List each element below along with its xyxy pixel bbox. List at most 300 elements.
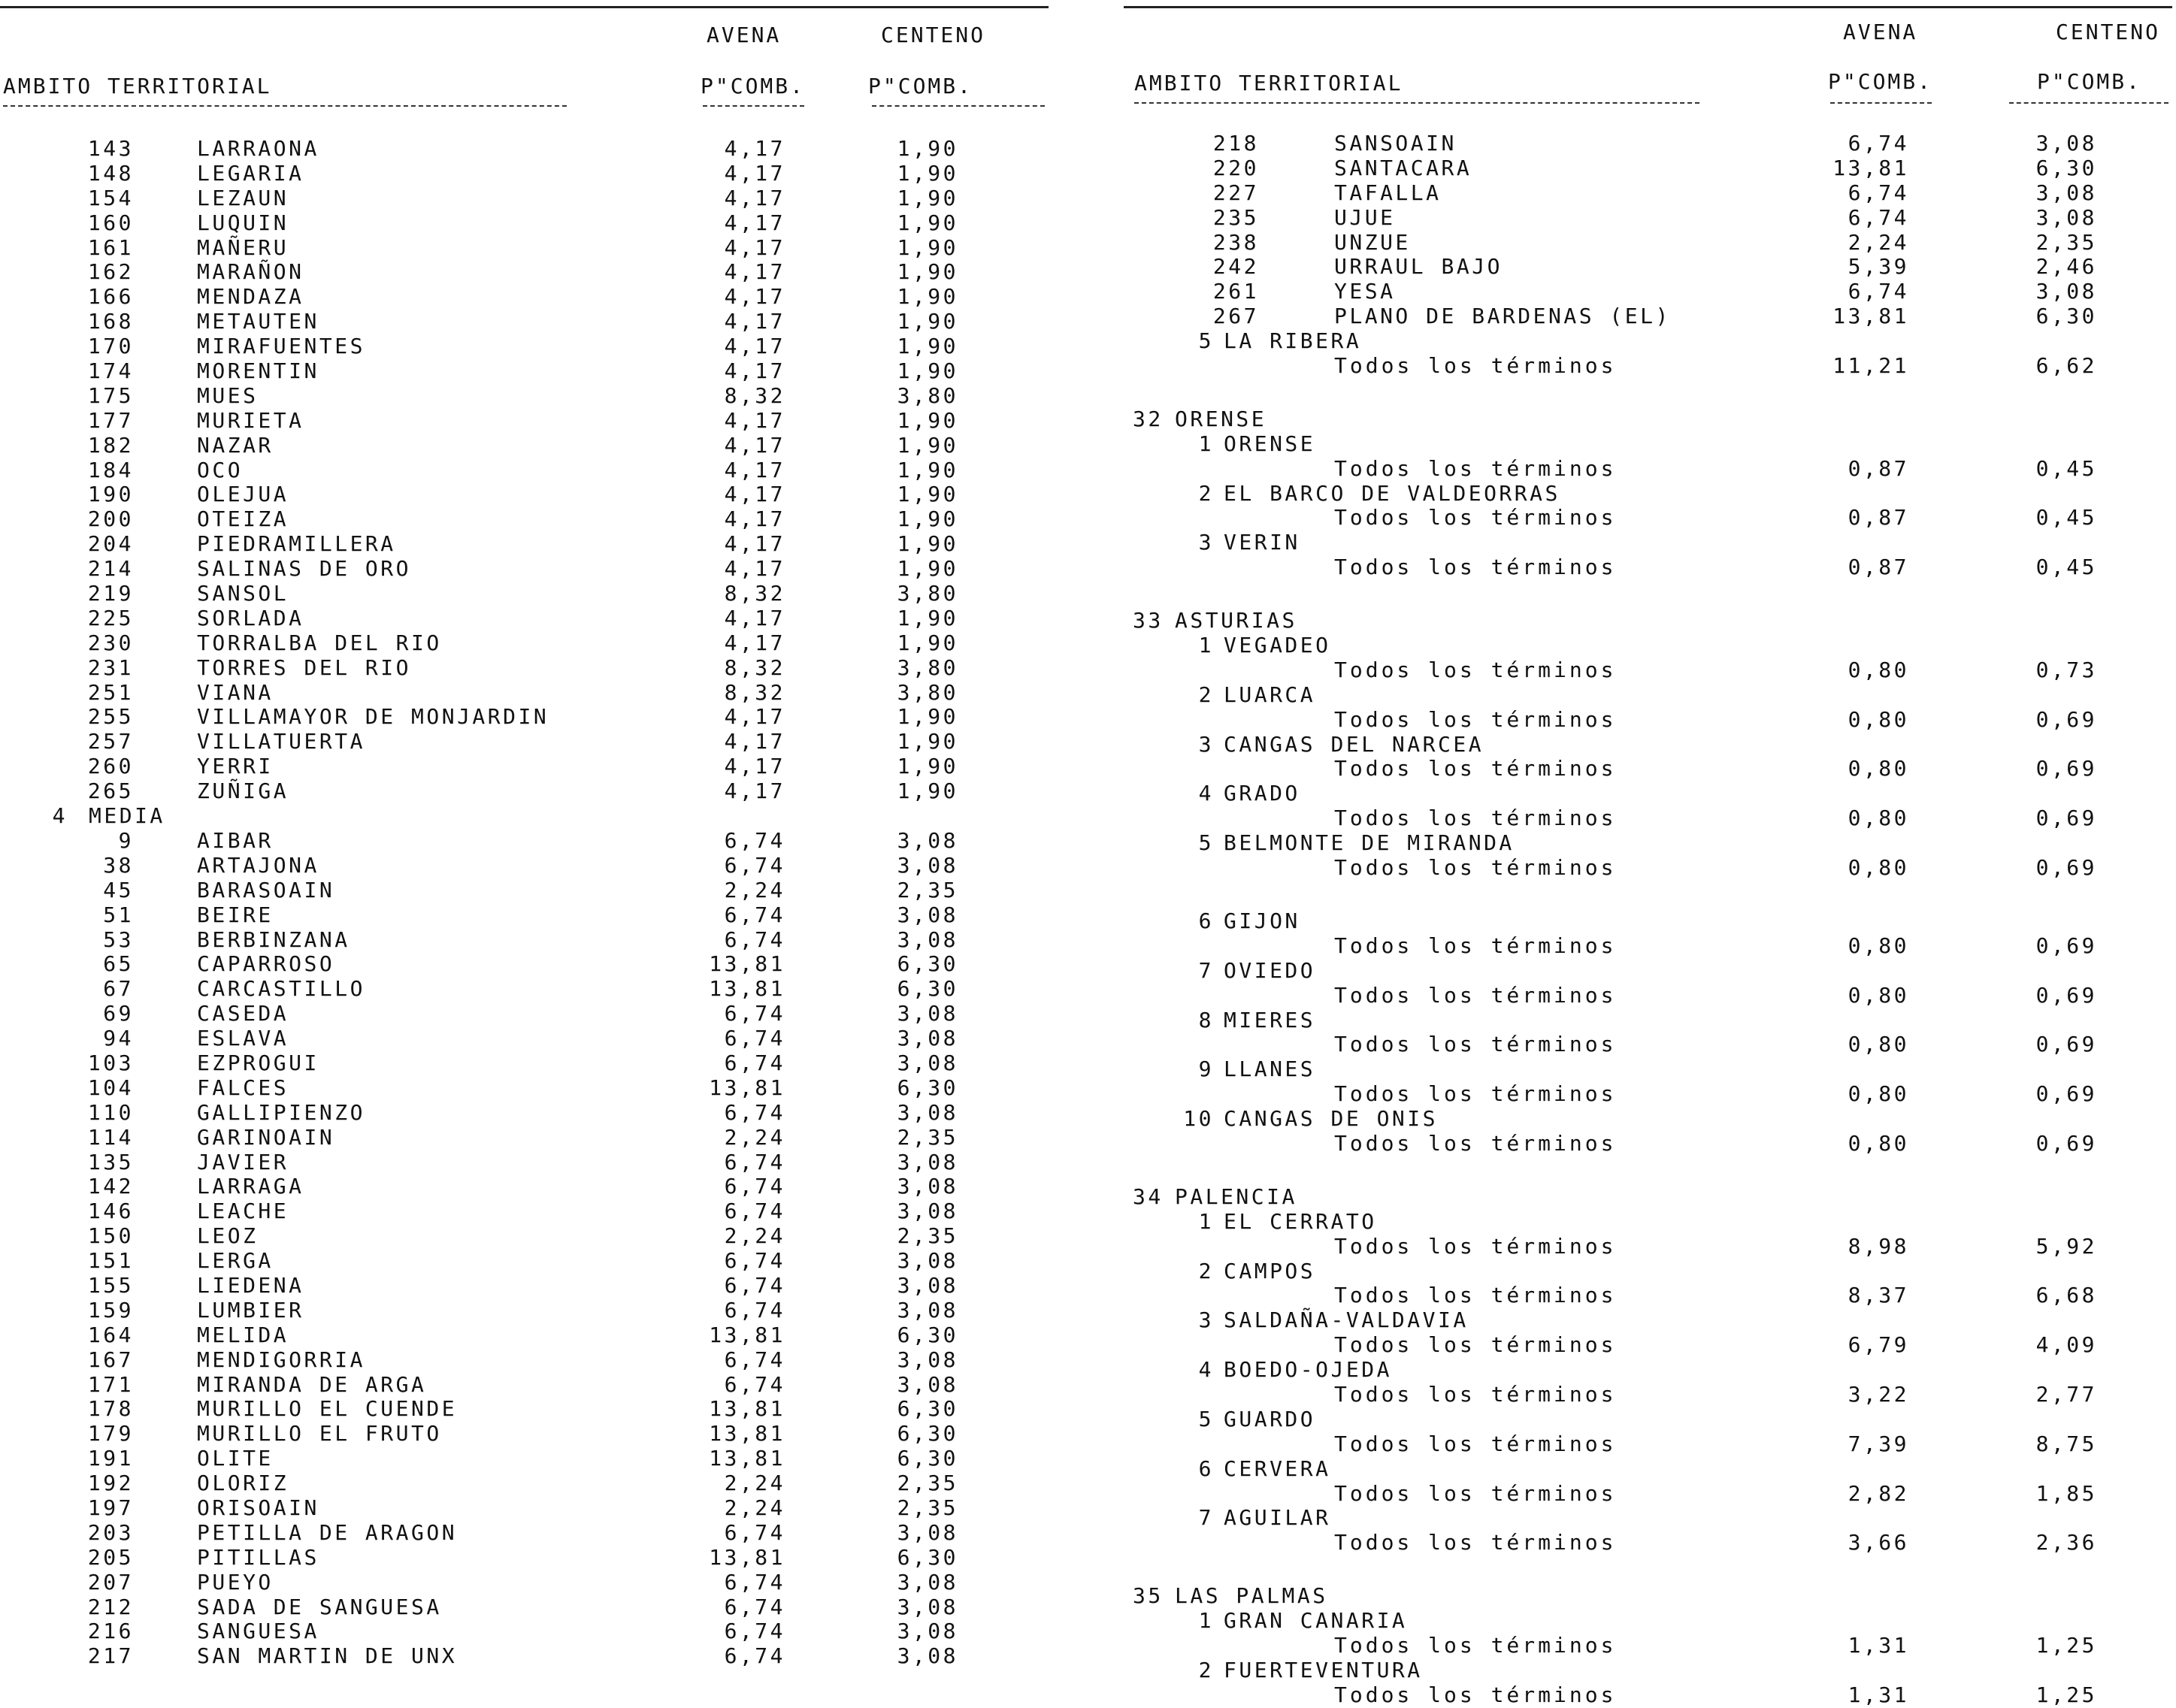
municipality-name: PUEYO — [197, 1569, 274, 1595]
centeno-value: 2,35 — [897, 877, 958, 902]
table-row — [0, 1249, 1049, 1274]
municipality-code: 267 — [1212, 304, 1259, 329]
municipality-name: UJUE — [1334, 204, 1396, 230]
centeno-value: 0,69 — [2035, 982, 2097, 1008]
municipality-code: 255 — [87, 704, 134, 730]
municipality-code: 164 — [87, 1322, 134, 1347]
avena-value: 4,17 — [724, 704, 785, 730]
comarca-number: 1 — [1198, 1608, 1214, 1634]
municipality-name: AIBAR — [197, 827, 274, 853]
table-row — [0, 1126, 1049, 1150]
table-row — [0, 754, 1049, 779]
municipality-code: 231 — [87, 654, 134, 680]
avena-value: 6,74 — [724, 1594, 785, 1619]
municipality-name: SANSOL — [197, 581, 289, 606]
comarca-number: 4 — [1198, 1357, 1214, 1383]
avena-value: 6,74 — [724, 1149, 785, 1174]
table-row — [1124, 329, 2172, 354]
table-row — [0, 458, 1049, 483]
comarca-name: EL CERRATO — [1224, 1208, 1377, 1234]
centeno-value: 0,45 — [2035, 505, 2097, 531]
table-row — [0, 1570, 1049, 1595]
table-row — [0, 409, 1049, 434]
table-row — [1124, 1609, 2172, 1634]
all-terms-label: Todos los términos — [1334, 657, 1617, 682]
centeno-value: 0,69 — [2035, 933, 2097, 958]
table-row — [1124, 1259, 2172, 1284]
municipality-code: 148 — [87, 160, 134, 186]
spacer-row — [1124, 881, 2172, 909]
centeno-value: 3,08 — [897, 1026, 958, 1051]
avena-value: 6,74 — [724, 1297, 785, 1323]
table-row — [1124, 1132, 2172, 1156]
comarca-name: VERIN — [1224, 530, 1300, 555]
municipality-name: CAPARROSO — [197, 951, 335, 977]
municipality-name: SALINAS DE ORO — [197, 556, 412, 582]
avena-value: 13,81 — [709, 1421, 785, 1447]
municipality-code: 235 — [1212, 204, 1259, 230]
municipality-code: 171 — [87, 1371, 134, 1397]
centeno-value: 1,85 — [2035, 1480, 2097, 1506]
avena-value: 2,24 — [724, 1223, 785, 1249]
centeno-value: 1,90 — [897, 407, 958, 433]
all-terms-label: Todos los términos — [1334, 353, 1617, 379]
avena-header-right: AVENA — [1843, 20, 1918, 44]
table-row — [1124, 1658, 2172, 1683]
centeno-value: 2,46 — [2035, 254, 2097, 280]
avena-header: AVENA — [707, 23, 782, 47]
municipality-code: 204 — [87, 531, 134, 557]
municipality-code: 160 — [87, 210, 134, 235]
comarca-number: 2 — [1198, 1657, 1214, 1682]
table-row — [1124, 781, 2172, 806]
centeno-value: 0,45 — [2035, 555, 2097, 580]
comarca-number: 1 — [1198, 431, 1214, 456]
municipality-code: 167 — [87, 1347, 134, 1372]
municipality-name: OLEJUA — [197, 482, 289, 507]
centeno-value: 1,90 — [897, 309, 958, 334]
all-terms-label: Todos los términos — [1334, 1530, 1617, 1555]
comarca-name: ORENSE — [1224, 431, 1316, 456]
municipality-name: BERBINZANA — [197, 927, 350, 952]
table-row — [1124, 1634, 2172, 1658]
avena-value: 6,74 — [724, 852, 785, 878]
municipality-code: 177 — [87, 407, 134, 433]
table-row — [1124, 1432, 2172, 1457]
table-row — [1124, 432, 2172, 457]
comarca-name: CAMPOS — [1224, 1258, 1316, 1283]
all-terms-label: Todos los términos — [1334, 1283, 1617, 1308]
municipality-name: SANGUESA — [197, 1619, 319, 1644]
municipality-code: 207 — [87, 1569, 134, 1595]
avena-value: 4,17 — [724, 482, 785, 507]
municipality-code: 200 — [87, 506, 134, 532]
table-row — [0, 1101, 1049, 1126]
avena-value: 6,79 — [1848, 1332, 1909, 1358]
table-row — [0, 804, 1049, 829]
comarca-name: GUARDO — [1224, 1406, 1316, 1431]
avena-value: 6,74 — [724, 1050, 785, 1075]
municipality-name: YESA — [1334, 279, 1396, 304]
table-row — [1124, 457, 2172, 482]
centeno-value: 2,35 — [2035, 229, 2097, 255]
all-terms-label: Todos los términos — [1334, 1381, 1617, 1407]
centeno-value: 0,69 — [2035, 706, 2097, 732]
all-terms-label: Todos los términos — [1334, 455, 1617, 481]
table-row — [1124, 1008, 2172, 1033]
avena-value: 6,74 — [724, 902, 785, 927]
avena-value: 13,81 — [709, 1075, 785, 1100]
top-rule-right — [1124, 6, 2172, 8]
comarca-number: 4 — [52, 803, 68, 829]
all-terms-label: Todos los términos — [1334, 933, 1617, 958]
municipality-name: MELIDA — [197, 1322, 289, 1347]
all-terms-label: Todos los términos — [1334, 806, 1617, 831]
ambito-underline — [3, 105, 567, 107]
centeno-value: 6,30 — [897, 1075, 958, 1100]
table-row — [0, 334, 1049, 359]
avena-value: 0,80 — [1848, 1081, 1909, 1107]
avena-value: 8,37 — [1848, 1283, 1909, 1308]
table-row — [0, 854, 1049, 878]
municipality-code: 159 — [87, 1297, 134, 1323]
table-row — [0, 681, 1049, 706]
avena-value: 13,81 — [1833, 155, 1909, 180]
avena-value: 4,17 — [724, 334, 785, 359]
comarca-name: BOEDO-OJEDA — [1224, 1357, 1392, 1383]
avena-value: 0,80 — [1848, 1032, 1909, 1057]
table-row — [1124, 1283, 2172, 1308]
avena-value: 13,81 — [709, 951, 785, 977]
avena-value: 6,74 — [724, 1619, 785, 1644]
municipality-code: 251 — [87, 679, 134, 705]
comarca-number: 3 — [1198, 731, 1214, 757]
avena-value: 6,74 — [724, 1347, 785, 1372]
comarca-number: 8 — [1198, 1007, 1214, 1032]
table-row — [0, 1422, 1049, 1447]
table-row — [1124, 206, 2172, 231]
centeno-value: 6,30 — [897, 951, 958, 977]
municipality-name: LARRAONA — [197, 136, 319, 161]
centeno-value: 3,08 — [897, 1174, 958, 1199]
avena-value: 13,81 — [709, 1322, 785, 1347]
avena-value: 2,24 — [724, 877, 785, 902]
comarca-name: VEGADEO — [1224, 633, 1331, 658]
avena-value: 4,17 — [724, 778, 785, 804]
table-row — [1124, 683, 2172, 708]
centeno-header-right: CENTENO — [2056, 20, 2161, 44]
municipality-code: 242 — [1212, 254, 1259, 280]
municipality-name: SANTACARA — [1334, 155, 1472, 180]
table-row — [0, 1150, 1049, 1175]
municipality-code: 143 — [87, 136, 134, 161]
centeno-value: 3,08 — [897, 1099, 958, 1125]
municipality-code: 219 — [87, 581, 134, 606]
centeno-value: 3,08 — [897, 1371, 958, 1397]
centeno-value: 1,90 — [897, 334, 958, 359]
municipality-name: YERRI — [197, 754, 274, 779]
centeno-value: 0,69 — [2035, 855, 2097, 881]
municipality-name: MARAÑON — [197, 259, 304, 285]
avena-value: 2,24 — [724, 1495, 785, 1520]
comarca-name: LUARCA — [1224, 682, 1316, 707]
avena-value: 6,74 — [1848, 204, 1909, 230]
ambito-header: AMBITO TERRITORIAL — [3, 74, 272, 98]
avena-value: 0,80 — [1848, 657, 1909, 682]
municipality-code: 191 — [87, 1446, 134, 1471]
municipality-name: BARASOAIN — [197, 877, 335, 902]
municipality-code: 184 — [87, 457, 134, 482]
comarca-number: 7 — [1198, 1505, 1214, 1531]
centeno-value: 3,08 — [897, 902, 958, 927]
municipality-name: GARINOAIN — [197, 1124, 335, 1150]
table-row — [1124, 1333, 2172, 1358]
table-row — [1124, 831, 2172, 856]
municipality-name: UNZUE — [1334, 229, 1411, 255]
avena-value: 11,21 — [1833, 353, 1909, 379]
table-row — [1124, 1584, 2172, 1609]
avena-value: 8,32 — [724, 581, 785, 606]
municipality-name: SAN MARTIN DE UNX — [197, 1643, 458, 1669]
avena-value: 4,17 — [724, 506, 785, 532]
centeno-value: 1,90 — [897, 754, 958, 779]
municipality-code: 205 — [87, 1544, 134, 1570]
municipality-code: 45 — [103, 877, 134, 902]
municipality-code: 190 — [87, 482, 134, 507]
centeno-value: 2,35 — [897, 1124, 958, 1150]
table-row — [0, 1274, 1049, 1298]
table-row — [0, 606, 1049, 631]
table-row — [0, 1298, 1049, 1323]
avena-value: 8,98 — [1848, 1233, 1909, 1259]
avena-value: 6,74 — [724, 1026, 785, 1051]
centeno-value: 6,30 — [897, 1544, 958, 1570]
municipality-name: MAÑERU — [197, 234, 289, 260]
centeno-value: 1,90 — [897, 284, 958, 310]
comarca-name: AGUILAR — [1224, 1505, 1331, 1531]
municipality-name: ORISOAIN — [197, 1495, 319, 1520]
avena-value: 4,17 — [724, 605, 785, 630]
municipality-code: 154 — [87, 185, 134, 210]
table-row — [0, 384, 1049, 409]
centeno-value: 1,90 — [897, 136, 958, 161]
table-row — [0, 137, 1049, 162]
centeno-value: 3,08 — [897, 927, 958, 952]
centeno-value: 3,08 — [2035, 279, 2097, 304]
municipality-name: VIANA — [197, 679, 274, 705]
centeno-underline — [872, 105, 1045, 107]
comarca-name: CANGAS DEL NARCEA — [1224, 731, 1484, 757]
table-row — [0, 705, 1049, 730]
municipality-code: 257 — [87, 729, 134, 754]
centeno-value: 0,45 — [2035, 455, 2097, 481]
avena-value: 13,81 — [709, 976, 785, 1002]
comarca-name: OVIEDO — [1224, 957, 1316, 983]
table-row — [0, 730, 1049, 754]
avena-value: 6,74 — [724, 1174, 785, 1199]
avena-value: 2,24 — [1848, 229, 1909, 255]
centeno-value: 1,90 — [897, 729, 958, 754]
municipality-code: 150 — [87, 1223, 134, 1249]
avena-value: 0,80 — [1848, 855, 1909, 881]
municipality-name: LEOZ — [197, 1223, 259, 1249]
table-row — [1124, 959, 2172, 984]
municipality-code: 114 — [87, 1124, 134, 1150]
avena-value: 4,17 — [724, 531, 785, 557]
municipality-name: CARCASTILLO — [197, 976, 365, 1002]
municipality-code: 65 — [103, 951, 134, 977]
municipality-code: 182 — [87, 432, 134, 458]
municipality-code: 197 — [87, 1495, 134, 1520]
table-row — [0, 557, 1049, 582]
municipality-name: JAVIER — [197, 1149, 289, 1174]
centeno-value: 3,80 — [897, 382, 958, 408]
table-row — [0, 1373, 1049, 1398]
province-name: LAS PALMAS — [1175, 1583, 1328, 1609]
municipality-name: FALCES — [197, 1075, 289, 1100]
left-table-body — [0, 137, 1049, 1669]
municipality-code: 179 — [87, 1421, 134, 1447]
municipality-name: ZUÑIGA — [197, 778, 289, 804]
avena-value: 3,22 — [1848, 1381, 1909, 1407]
comarca-name: LLANES — [1224, 1057, 1316, 1082]
municipality-code: 230 — [87, 630, 134, 655]
table-row — [1124, 280, 2172, 304]
avena-value: 6,74 — [724, 1099, 785, 1125]
centeno-value: 6,68 — [2035, 1283, 2097, 1308]
municipality-code: 103 — [87, 1050, 134, 1075]
table-row — [0, 285, 1049, 310]
municipality-name: MIRAFUENTES — [197, 334, 365, 359]
avena-value: 6,74 — [724, 1371, 785, 1397]
avena-value: 2,82 — [1848, 1480, 1909, 1506]
all-terms-label: Todos los términos — [1334, 1130, 1617, 1156]
comarca-number: 2 — [1198, 682, 1214, 707]
table-row — [0, 1471, 1049, 1496]
all-terms-label: Todos los términos — [1334, 706, 1617, 732]
municipality-code: 217 — [87, 1643, 134, 1669]
centeno-value: 1,90 — [897, 605, 958, 630]
centeno-value: 1,90 — [897, 210, 958, 235]
table-row — [1124, 506, 2172, 531]
avena-value: 7,39 — [1848, 1431, 1909, 1456]
avena-value: 13,81 — [709, 1446, 785, 1471]
table-row — [0, 1076, 1049, 1101]
table-row — [1124, 1032, 2172, 1057]
comarca-number: 1 — [1198, 633, 1214, 658]
centeno-value: 3,08 — [897, 1594, 958, 1619]
table-row — [1124, 1407, 2172, 1432]
table-row — [0, 1026, 1049, 1051]
municipality-code: 51 — [103, 902, 134, 927]
comarca-number: 2 — [1198, 480, 1214, 506]
centeno-value: 1,90 — [897, 259, 958, 285]
municipality-name: OCO — [197, 457, 244, 482]
centeno-value: 1,90 — [897, 704, 958, 730]
centeno-value: 0,69 — [2035, 1032, 2097, 1057]
municipality-name: BEIRE — [197, 902, 274, 927]
avena-value: 4,17 — [724, 407, 785, 433]
table-row — [0, 211, 1049, 236]
table-row — [1124, 407, 2172, 432]
table-row — [0, 434, 1049, 458]
all-terms-label: Todos los términos — [1334, 1233, 1617, 1259]
table-row — [1124, 156, 2172, 181]
municipality-code: 216 — [87, 1619, 134, 1644]
centeno-value: 3,08 — [897, 852, 958, 878]
table-row — [1124, 132, 2172, 156]
centeno-value: 3,08 — [897, 1149, 958, 1174]
province-number: 32 — [1133, 406, 1164, 431]
avena-value: 6,74 — [724, 827, 785, 853]
municipality-name: LUQUIN — [197, 210, 289, 235]
avena-value: 4,17 — [724, 136, 785, 161]
table-row — [0, 1521, 1049, 1546]
municipality-name: ARTAJONA — [197, 852, 319, 878]
municipality-code: 53 — [103, 927, 134, 952]
municipality-code: 104 — [87, 1075, 134, 1100]
municipality-code: 218 — [1212, 131, 1259, 156]
centeno-value: 1,90 — [897, 457, 958, 482]
province-name: PALENCIA — [1175, 1184, 1297, 1209]
all-terms-label: Todos los términos — [1334, 1431, 1617, 1456]
avena-value: 4,17 — [724, 556, 785, 582]
centeno-value: 2,35 — [897, 1223, 958, 1249]
table-row — [1124, 255, 2172, 280]
avena-value: 4,17 — [724, 754, 785, 779]
centeno-value: 6,30 — [897, 1322, 958, 1347]
municipality-name: METAUTEN — [197, 309, 319, 334]
municipality-code: 168 — [87, 309, 134, 334]
avena-value: 6,74 — [1848, 131, 1909, 156]
comarca-number: 5 — [1198, 1406, 1214, 1431]
centeno-underline-right — [2009, 102, 2168, 104]
centeno-value: 1,90 — [897, 185, 958, 210]
centeno-value: 6,30 — [897, 1446, 958, 1471]
centeno-value: 3,08 — [2035, 204, 2097, 230]
avena-value: 4,17 — [724, 234, 785, 260]
centeno-value: 6,30 — [2035, 304, 2097, 329]
comarca-name: GIJON — [1224, 908, 1300, 933]
spacer-row — [1124, 580, 2172, 609]
municipality-name: ESLAVA — [197, 1026, 289, 1051]
avena-value: 5,39 — [1848, 254, 1909, 280]
all-terms-label: Todos los términos — [1334, 505, 1617, 531]
municipality-code: 261 — [1212, 279, 1259, 304]
centeno-value: 3,08 — [897, 1297, 958, 1323]
centeno-value: 3,08 — [897, 1569, 958, 1595]
table-row — [1124, 1210, 2172, 1235]
municipality-name: NAZAR — [197, 432, 274, 458]
centeno-value: 0,69 — [2035, 806, 2097, 831]
all-terms-label: Todos los términos — [1334, 1480, 1617, 1506]
table-row — [0, 1595, 1049, 1620]
comarca-name: EL BARCO DE VALDEORRAS — [1224, 480, 1560, 506]
table-row — [1124, 909, 2172, 934]
municipality-code: 260 — [87, 754, 134, 779]
municipality-code: 161 — [87, 234, 134, 260]
municipality-name: PITILLAS — [197, 1544, 319, 1570]
table-row — [1124, 304, 2172, 329]
centeno-header: CENTENO — [881, 23, 986, 47]
table-row — [0, 1397, 1049, 1422]
municipality-name: PIEDRAMILLERA — [197, 531, 396, 557]
avena-value: 6,74 — [1848, 279, 1909, 304]
centeno-value: 3,08 — [897, 1199, 958, 1224]
avena-value: 1,31 — [1848, 1682, 1909, 1707]
table-row — [1124, 1383, 2172, 1407]
centeno-value: 3,80 — [897, 654, 958, 680]
